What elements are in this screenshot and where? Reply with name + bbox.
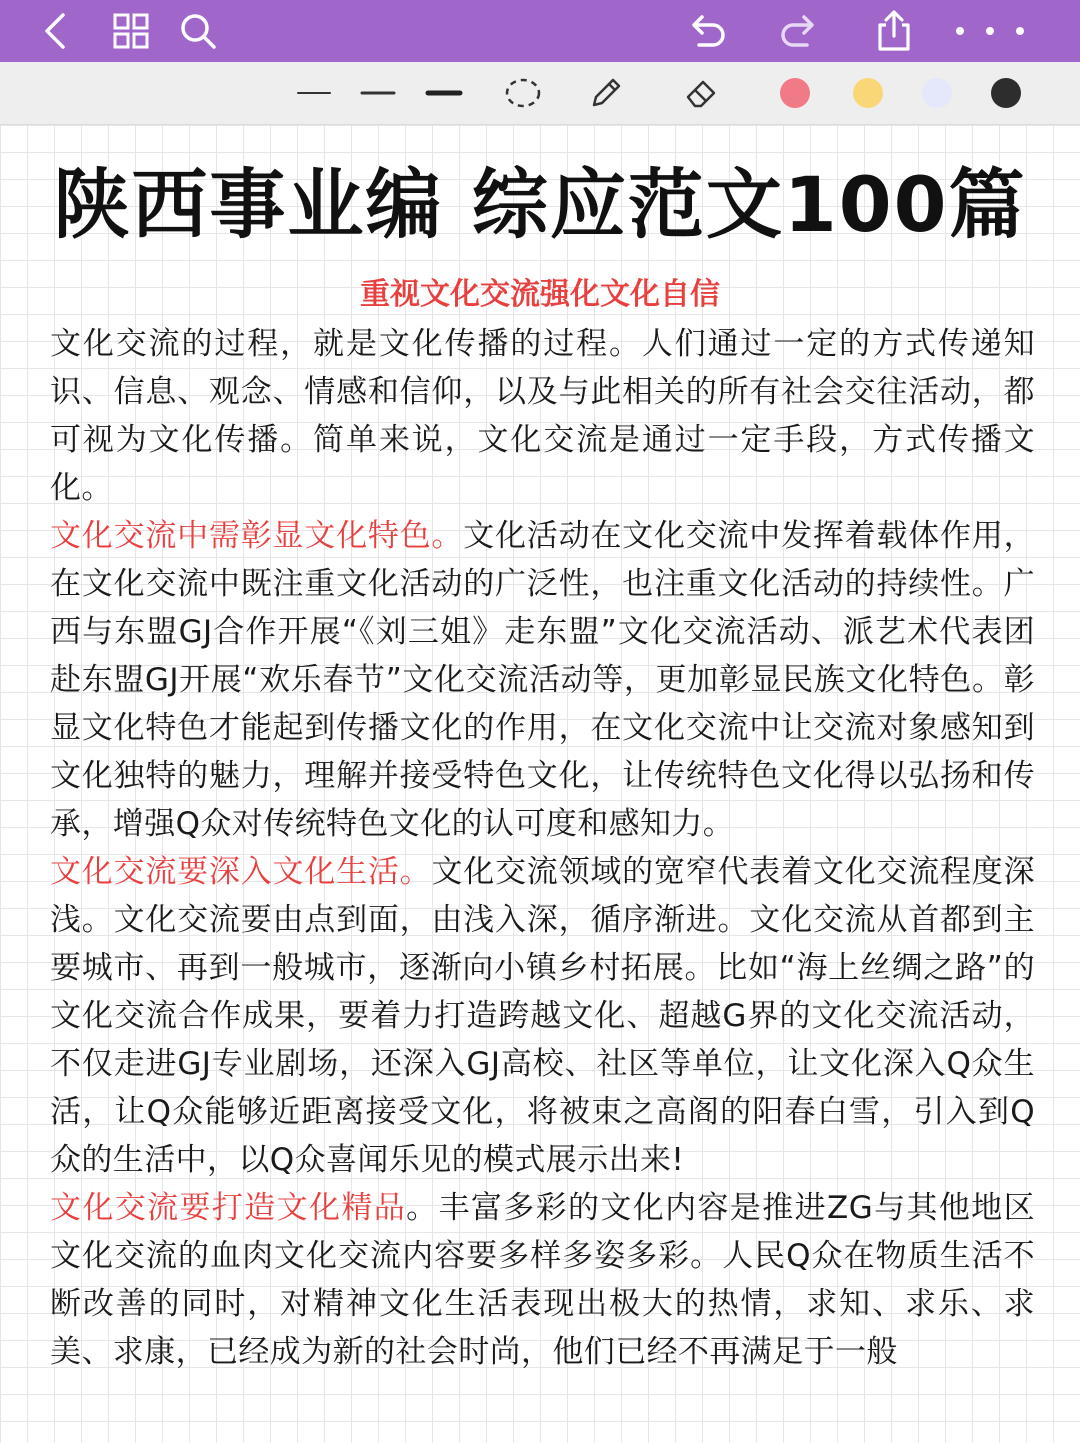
paragraph-1 — [50, 320, 1035, 512]
pencil-button[interactable] — [581, 68, 631, 118]
color-swatch-pink[interactable] — [770, 68, 820, 118]
pen-medium-button[interactable] — [353, 68, 403, 118]
thick-line-icon — [424, 87, 464, 99]
top-navigation-bar — [0, 0, 1080, 62]
grid-icon — [111, 11, 151, 51]
lavender-swatch — [922, 78, 952, 108]
black-swatch — [991, 78, 1021, 108]
article-body — [50, 320, 1035, 1376]
search-icon — [178, 11, 218, 51]
pink-swatch — [780, 78, 810, 108]
share-icon — [872, 9, 916, 53]
eraser-icon — [681, 73, 721, 113]
paragraph-2 — [50, 512, 1035, 848]
undo-icon — [685, 9, 729, 53]
color-swatch-black[interactable] — [981, 68, 1031, 118]
search-button[interactable] — [173, 6, 223, 56]
thin-line-icon — [294, 88, 334, 98]
note-canvas[interactable] — [0, 125, 1080, 1443]
paragraph-text: 文化交流的过程，就是文化传播的过程。人们通过一定的方式传递知识、信息、观念、情感和信仰，以及与此相关的所有社会交往活动，都可视为文化传播。简单来说，文化交流是通过一定手段，方式传播文化。 — [50, 326, 1035, 506]
paragraph-text: 。丰富多彩的文化内容是推进ZG与其他地区文化交流的血肉文化交流内容要多样多姿多彩。人民Q众在物质生活不断改善的同时，对精神文化生活表现出极大的热情，求知、求乐、求美、求康，已经成为新的社会时尚，他们已经不再满足于一般 — [50, 1190, 1035, 1370]
yellow-swatch — [853, 78, 883, 108]
pen-thin-button[interactable] — [289, 68, 339, 118]
paragraph-lead: 文化交流要深入文化生活。 — [50, 854, 432, 890]
paragraph-text: 文化活动在文化交流中发挥着载体作用，在文化交流中既注重文化活动的广泛性，也注重文化活动的持续性。广西与东盟GJ合作开展“《刘三姐》走东盟”文化交流活动、派艺术代表团赴东盟GJ开展“欢乐春节”文化交流活动等，更加彰显民族文化特色。彰显文化特色才能起到传播文化的作用，在文化交流中让交流对象感知到文化独特的魅力，理解并接受特色文化，让传统特色文化得以弘扬和传承，增强Q众对传统特色文化的认可度和感知力。 — [50, 518, 1036, 842]
grid-view-button[interactable] — [106, 6, 156, 56]
color-swatch-yellow[interactable] — [843, 68, 893, 118]
lasso-select-icon — [503, 73, 543, 113]
medium-line-icon — [358, 88, 398, 98]
eraser-button[interactable] — [676, 68, 726, 118]
paragraph-lead: 文化交流要打造文化精品 — [50, 1190, 407, 1226]
page-title: 陕西事业编 综应范文100篇 — [53, 160, 1027, 249]
drawing-toolbar — [0, 62, 1080, 125]
article-subtitle: 重视文化交流强化文化自信 — [360, 277, 720, 312]
share-button[interactable] — [869, 6, 919, 56]
paragraph-text: 文化交流领域的宽窄代表着文化交流程度深浅。文化交流要由点到面，由浅入深，循序渐进。文化交流从首都到主要城市、再到一般城市，逐渐向小镇乡村拓展。比如“海上丝绸之路”的文化交流合作成果，要着力打造跨越文化、超越G界的文化交流活动，不仅走进GJ专业剧场，还深入GJ高校、社区等单位，让文化深入Q众生活，让Q众能够近距离接受文化，将被束之高阁的阳春白雪，引入到Q众的生活中，以Q众喜闻乐见的模式展示出来! — [50, 854, 1035, 1178]
redo-icon — [777, 9, 821, 53]
lasso-button[interactable] — [498, 68, 548, 118]
back-button[interactable] — [32, 6, 82, 56]
paragraph-4 — [50, 1184, 1035, 1376]
more-options-button[interactable] — [948, 6, 1032, 56]
undo-button[interactable] — [682, 6, 732, 56]
paragraph-lead: 文化交流中需彰显文化特色。 — [50, 518, 464, 554]
chevron-left-icon — [37, 11, 77, 51]
color-swatch-lavender[interactable] — [912, 68, 962, 118]
paragraph-3 — [50, 848, 1035, 1184]
pen-thick-button[interactable] — [419, 68, 469, 118]
more-dots-icon — [948, 21, 1032, 41]
pencil-icon — [586, 73, 626, 113]
redo-button[interactable] — [774, 6, 824, 56]
